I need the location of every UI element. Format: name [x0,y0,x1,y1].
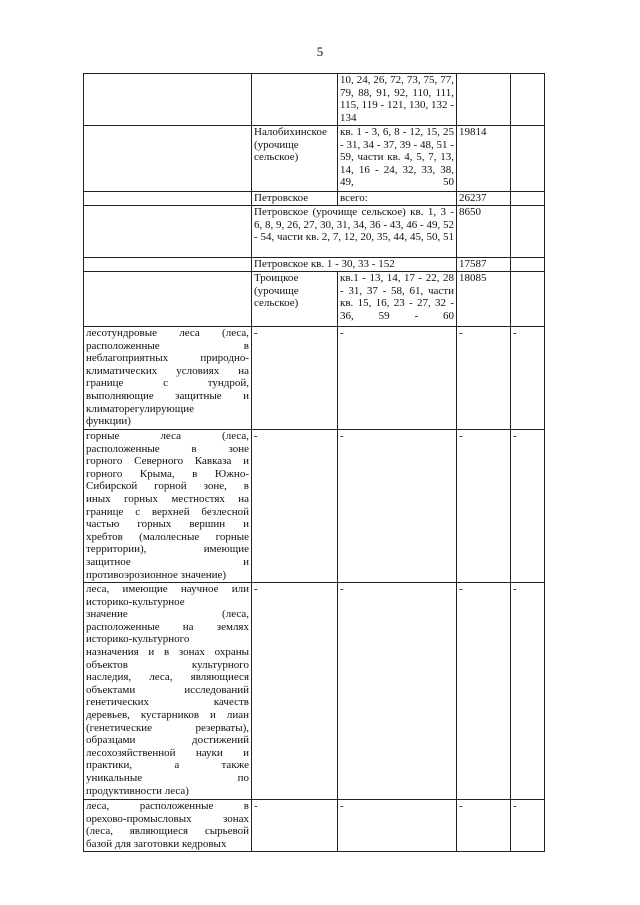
category-text-line: территории), имеющие [86,543,249,556]
dash-cell: - [252,583,338,800]
category-text-line: частью горных вершин и [86,518,249,531]
category-text-line: иных горных местностях на [86,492,249,505]
dash-cell: - [338,327,457,430]
forest-table [83,73,545,852]
page-number: 5 [316,44,324,59]
table-row [84,74,545,126]
category-text-line: границе с верхней безлесной [86,505,249,518]
forest-category-cell [84,327,252,430]
category-text-line: базой для заготовки кедровых [86,837,227,850]
category-text-line: объектов культурного [86,658,249,671]
table-row [84,583,545,800]
district-quarters-cell: Петровское кв. 1 - 30, 33 - 152 [252,258,457,272]
area-cell: 26237 [457,192,511,206]
category-text-line: назначения и в зонах охраны [86,645,249,658]
category-text-line: орехово-промысловых зонах [86,812,249,825]
empty-cell [511,74,545,126]
category-text-line: (леса, являющиеся сырьевой [86,825,249,838]
dash-cell: - [338,430,457,583]
area-cell: 8650 [457,206,511,258]
dash-cell: - [511,430,545,583]
table-row [84,126,545,192]
category-text-line: функции) [86,415,131,428]
empty-cell [511,272,545,327]
table-row [84,258,545,272]
category-text-line: значение (леса, [86,608,249,621]
district-cell [252,74,338,126]
forest-category-cell [84,430,252,583]
empty-cell [511,126,545,192]
category-text-line: неблагоприятных природно- [86,352,249,365]
area-cell: 18085 [457,272,511,327]
district-cell: Петровское [252,192,338,206]
category-text-line: горного Крыма, в Южно- [86,467,249,480]
category-cell [84,272,252,327]
table-row [84,800,545,852]
category-text-line: климатических условиях на [86,364,249,377]
forest-category-cell [84,800,252,852]
dash-cell: - [252,800,338,852]
empty-cell [511,206,545,258]
category-text-line: горного Северного Кавказа и [86,455,249,468]
category-text-line: лесохозяйственной науки и [86,746,249,759]
category-cell [84,206,252,258]
table-row [84,272,545,327]
category-cell [84,126,252,192]
category-text-line: Сибирской горной зоне, в [86,480,249,493]
table-row [84,192,545,206]
category-text-line: генетических качеств [86,696,249,709]
category-text-line: климаторегулирующие [86,402,194,415]
category-text-line: историко-культурного [86,633,190,646]
district-cell: Троицкое (урочище сельское) [252,272,338,327]
category-text-line: леса, расположенные в [86,800,249,812]
category-text-line: деревьев, кустарников и лиан [86,708,249,721]
table-row [84,430,545,583]
category-text-line: наследия, леса, являющиеся [86,671,249,684]
category-cell [84,192,252,206]
dash-cell: - [511,327,545,430]
dash-cell: - [252,327,338,430]
category-cell [84,74,252,126]
district-cell: Налобихинское (урочище сельское) [252,126,338,192]
dash-cell: - [511,800,545,852]
quarters-cell: всего: [338,192,457,206]
category-text-line: расположенные в [86,339,249,352]
category-text-line: историко-культурное [86,595,185,608]
category-text-line: продуктивности леса) [86,784,189,797]
district-quarters-cell: Петровское (урочище сельское) кв. 1, 3 - 6, 8, 9, 26, 27, 30, 31, 34, 36 - 43, 46 - 49, 52 - 54, части кв. 2, 7, 12, 20, 35, 44, 45, 50, 51 [252,206,457,258]
category-text-line: противоэрозионное значение) [86,568,227,581]
quarters-cell: кв. 1 - 3, 6, 8 - 12, 15, 25 - 31, 34 - 37, 39 - 48, 51 - 59, части кв. 4, 5, 7, 13, 14, 16 - 24, 32, 33, 38, 49, 50 [338,126,457,192]
category-text-line: практики, а также [86,759,249,772]
quarters-cell: 10, 24, 26, 72, 73, 75, 77, 79, 88, 91, 92, 110, 111, 115, 119 - 121, 130, 132 - 134 [338,74,457,126]
category-text-line: уникальные по [86,771,249,784]
category-cell [84,258,252,272]
category-text-line: защитное и [86,555,249,568]
empty-cell [511,192,545,206]
category-text-line: образцами достижений [86,734,249,747]
dash-cell: - [511,583,545,800]
dash-cell: - [457,800,511,852]
area-cell: 19814 [457,126,511,192]
dash-cell: - [338,583,457,800]
table-row [84,327,545,430]
category-text-line: горные леса (леса, [86,430,249,442]
category-text-line: хребтов (малолесные горные [86,530,249,543]
category-text-line: объектами исследований [86,683,249,696]
empty-cell [511,258,545,272]
category-text-line: расположенные в зоне [86,442,249,455]
quarters-cell: кв.1 - 13, 14, 17 - 22, 28 - 31, 37 - 58, 61, части кв. 15, 16, 23 - 27, 32 - 36, 59 - 60 [338,272,457,327]
category-text-line: выполняющие защитные и [86,389,249,402]
category-text-line: границе с тундрой, [86,377,249,390]
category-text-line: лесотундровые леса (леса, [86,327,249,339]
area-cell: 17587 [457,258,511,272]
forest-category-cell [84,583,252,800]
category-text-line: расположенные на землях [86,620,249,633]
area-cell [457,74,511,126]
category-text-line: (генетические резерваты), [86,721,249,734]
dash-cell: - [457,327,511,430]
table-row [84,206,545,258]
dash-cell: - [457,583,511,800]
dash-cell: - [252,430,338,583]
dash-cell: - [338,800,457,852]
category-text-line: леса, имеющие научное или [86,583,249,595]
dash-cell: - [457,430,511,583]
